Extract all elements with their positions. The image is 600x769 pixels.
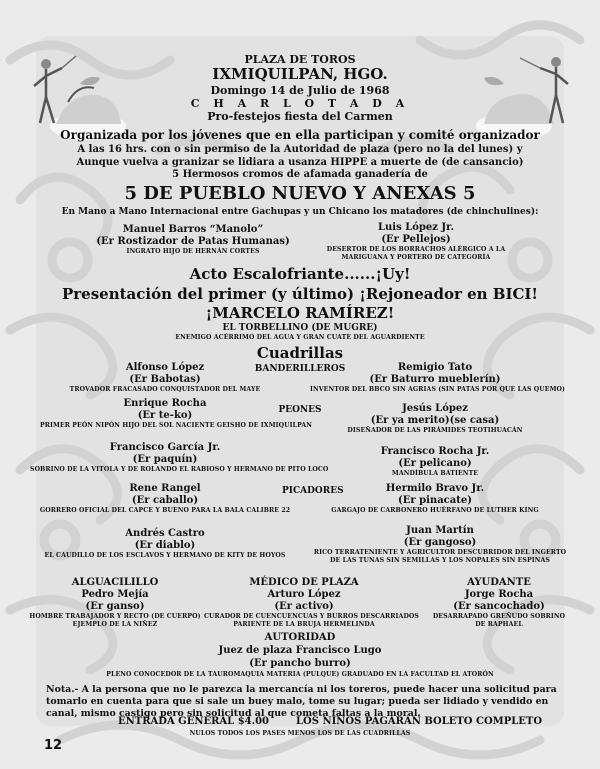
cuadrilla-person <box>30 483 300 515</box>
person-desc: RICO TERRATENIENTE Y AGRICULTOR DESCUBRIDOR DEL INGERTO <box>313 549 567 556</box>
oficial-name: Jorge Rocha <box>464 589 534 600</box>
oficial-role: AYUDANTE <box>467 577 531 588</box>
person-desc: GORRERO OFICIAL DEL CAPCE Y BUENO PARA LA BALA CALIBRE 22 <box>39 507 291 514</box>
person-alias: (Er caballo) <box>131 495 199 506</box>
oficial-alias: (Er activo) <box>274 601 334 612</box>
festivity-line: Pro-festejos fiesta del Carmen <box>207 110 393 123</box>
person-alias: (Er Babotas) <box>129 374 201 385</box>
matador-alias: (Er Pellejos) <box>381 234 451 245</box>
acto-line-3: ¡MARCELO RAMÍREZ! <box>205 304 395 322</box>
acto-line-1: Acto Escalofriante......¡Uy! <box>189 265 411 283</box>
acto-line-2: Presentación del primer (y último) ¡Rejoneador en BICI! <box>62 285 538 303</box>
autoridad-name: Juez de plaza Francisco Lugo <box>218 645 382 656</box>
autoridad-label: AUTORIDAD <box>264 632 336 643</box>
person-alias: (Er te-ko) <box>137 410 193 421</box>
person-name: Hermilo Bravo Jr. <box>385 483 485 494</box>
matadores-intro: En Mano a Mano Internacional entre Gachupas y un Chicano los matadores (de chinchulines): <box>61 207 539 217</box>
person-name: Jesús López <box>402 403 468 414</box>
cuadrilla-person <box>30 442 329 474</box>
picadores-label: PICADORES <box>282 486 344 496</box>
cuadrilla-person <box>40 528 290 560</box>
acto-nickname: EL TORBELLINO (DE MUGRE) <box>222 323 378 333</box>
person-alias: (Er ya merito)(se casa) <box>370 415 500 426</box>
person-desc: DISEÑADOR DE LAS PIRÁMIDES TEOTIHUACÁN <box>347 427 523 434</box>
oficial-desc: DE RAPHAEL <box>475 621 523 628</box>
oficial-desc: PARIENTE DE LA BRUJA HERMELINDA <box>233 621 375 628</box>
intro-line-4: 5 Hermosos cromos de afamada ganadería de <box>172 169 428 180</box>
oficial-name: Arturo López <box>267 589 341 600</box>
person-name: Alfonso López <box>125 362 205 373</box>
cuadrillas-title: Cuadrillas <box>256 344 344 362</box>
person-desc: TROVADOR FRACASADO CONQUISTADOR DEL MAYE <box>69 386 261 393</box>
person-name: Remigio Tato <box>397 362 473 373</box>
cuadrilla-person <box>40 362 290 394</box>
intro-line-3: Aunque vuelva a granizar se lidiara a usanza HIPPE a muerte de (de cansancio) <box>76 157 524 168</box>
oficial-alguacilillo <box>20 577 210 629</box>
person-desc: PRIMER PEÓN NIPÓN HIJO DEL SOL NACIENTE GEISHO DE IXMIQUILPAN <box>40 422 313 429</box>
cuadrilla-person <box>310 446 560 478</box>
matador-name: Luis López Jr. <box>378 222 454 233</box>
banderilleros-label: BANDERILLEROS <box>254 364 346 374</box>
person-alias: (Er pelicano) <box>398 458 472 469</box>
person-alias: (Er gangoso) <box>403 537 477 548</box>
person-name: Juan Martín <box>406 525 474 536</box>
oficial-desc: DESARRAPADO GREÑUDO SOBRINO <box>432 613 566 620</box>
person-name: Francisco Rocha Jr. <box>380 446 490 457</box>
cuadrilla-person <box>310 483 560 515</box>
matador-desc: MARIGUANA Y PORTERO DE CATEGORÍA <box>341 254 491 261</box>
town-title: IXMIQUILPAN, HGO. <box>212 65 388 83</box>
oficial-alias: (Er ganso) <box>85 601 145 612</box>
person-name: Andrés Castro <box>125 528 205 539</box>
intro-line-1: Organizada por los jóvenes que en ella participan y comité organizador <box>60 128 540 142</box>
matador-desc: INGRATO HIJO DE HERNÁN CORTES <box>126 248 260 255</box>
person-desc: SOBRINO DE LA VITOLA Y DE ROLANDO EL RABIOSO Y HERMANO DE PITO LOCO <box>30 466 329 473</box>
person-name: Francisco García Jr. <box>109 442 221 453</box>
oficial-ayudante <box>414 577 584 629</box>
person-desc: GARGAJO DE CARBONERO HUÉRFANO DE LUTHER KING <box>331 507 539 514</box>
oficial-name: Pedro Mejía <box>81 589 149 600</box>
page-number: 12 <box>44 738 63 753</box>
matador-1 <box>68 224 318 256</box>
person-desc: DE LAS TUNAS SIN SEMILLAS Y LOS NOPALES SIN ESPINAS <box>330 557 550 564</box>
intro-line-2: A las 16 hrs. con o sin permiso de la Autoridad de plaza (pero no la del lunes) y <box>77 144 523 155</box>
event-date: Domingo 14 de Julio de 1968 <box>210 84 390 97</box>
person-alias: (Er pinacate) <box>398 495 472 506</box>
person-name: Rene Rangel <box>129 483 201 494</box>
autoridad-alias: (Er pancho burro) <box>249 658 351 669</box>
person-alias: (Er paquín) <box>132 454 198 465</box>
cuadrilla-person <box>310 403 560 435</box>
oficial-desc: HOMBRE TRABAJADOR Y RECTO (DE CUERPO) <box>29 613 201 620</box>
peones-label: PEONES <box>278 405 322 415</box>
matador-name: Manuel Barros “Manolo” <box>122 224 264 235</box>
nota-paragraph: Nota.- A la persona que no le parezca la mercancía ni los toreros, puede hacer una solicitud para tomarlo en cuenta para que si sale un buey malo, tome su lugar; pueda ser lidiado y vendido en canal, mismo castigo pero sin solicitud al que cometa faltas a la moral. <box>46 684 557 719</box>
oficial-desc: EJEMPLO DE LA NIÑEZ <box>72 621 158 628</box>
oficial-role: ALGUACILILLO <box>71 577 159 588</box>
oficial-alias: (Er sancochado) <box>453 601 545 612</box>
matador-2 <box>318 222 514 262</box>
person-alias: (Er diablo) <box>134 540 196 551</box>
ninos-boleto: LOS NIÑOS PAGARÁN BOLETO COMPLETO <box>296 716 543 727</box>
person-name: Enrique Rocha <box>123 398 207 409</box>
oficial-role: MÉDICO DE PLAZA <box>249 577 359 588</box>
cuadrilla-person <box>300 525 580 565</box>
event-name: C H A R L O T A D A <box>190 97 410 110</box>
oficial-medico <box>204 577 419 629</box>
autoridad-desc: PLENO CONOCEDOR DE LA TAUROMAQUIA MATERIA (PULQUE) GRADUADO EN LA FACULTAD EL ATORÓN <box>106 671 494 678</box>
person-desc: MANDÍBULA BATIENTE <box>391 470 479 477</box>
entrada-general: ENTRADA GENERAL $4.00 <box>118 716 270 727</box>
oficial-desc: CURADOR DE CUENCUENCUAS Y BURROS DESCARRIADOS <box>204 613 419 620</box>
ganaderia-title: 5 DE PUEBLO NUEVO Y ANEXAS 5 <box>124 183 476 204</box>
person-desc: EL CAUDILLO DE LOS ESCLAVOS Y HERMANO DE KITY DE HOYOS <box>44 552 286 559</box>
person-desc: INVENTOR DEL BBCO SIN AGRIAS (SIN PATAS POR QUE LAS QUEMO) <box>310 386 566 393</box>
venue-label: PLAZA DE TOROS <box>244 53 356 66</box>
cuadrilla-person <box>310 362 566 394</box>
acto-desc: ENEMIGO ACÉRRIMO DEL AGUA Y GRAN CUATE DEL AGUARDIENTE <box>175 334 425 341</box>
matador-desc: DESERTOR DE LOS BORRACHOS ALÉRGICO A LA <box>326 246 506 253</box>
matador-alias: (Er Rostizador de Patas Humanas) <box>96 236 290 247</box>
person-alias: (Er Baturro mueblerín) <box>369 374 501 385</box>
nulos-pases: NULOS TODOS LOS PASES MENOS LOS DE LAS CUADRILLAS <box>189 730 411 737</box>
